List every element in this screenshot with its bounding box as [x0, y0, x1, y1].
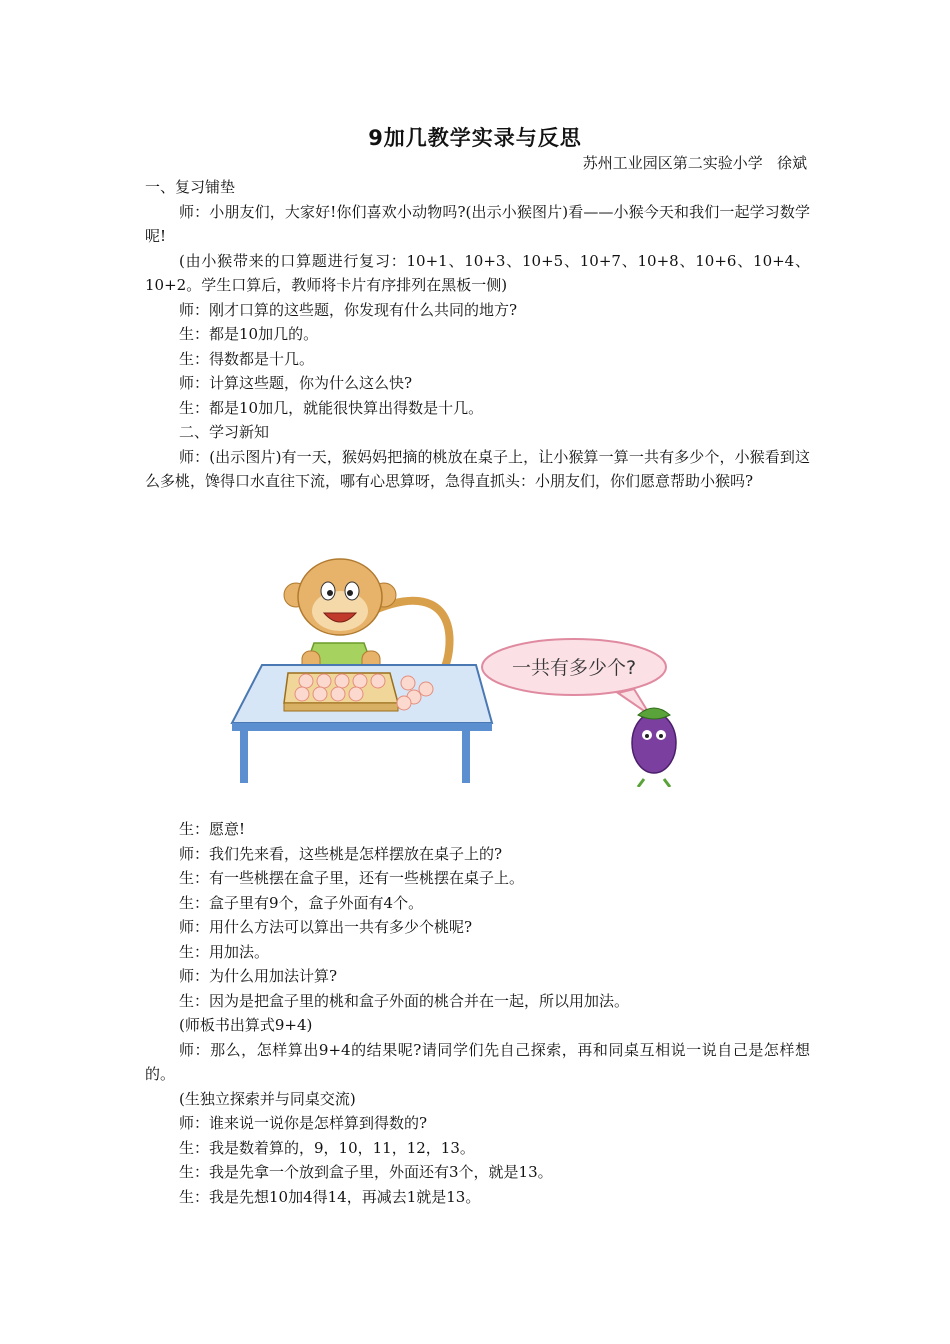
section-one-text: [145, 175, 810, 494]
paragraph: 生：都是10加几，就能很快算出得数是十几。: [179, 398, 484, 417]
eggplant-left-pupil: [645, 734, 649, 738]
paragraph: 生：我是数着算的，9，10，11，12，13。: [179, 1138, 475, 1157]
monkey-right-pupil: [347, 590, 353, 596]
section-two-text: [145, 817, 810, 1209]
paragraph: 生：盒子里有9个，盒子外面有4个。: [179, 893, 424, 912]
paragraph: (生独立探索并与同桌交流): [179, 1089, 356, 1108]
paragraph: (师板书出算式9+4): [179, 1016, 313, 1034]
paragraph: 生：我是先想10加4得14，再减去1就是13。: [179, 1187, 481, 1206]
paragraph: 师：那么，怎样算出9+4的结果呢?请同学们先自己探索，再和同桌互相说一说自己是怎样想的。: [145, 1040, 810, 1083]
table-leg-right: [462, 731, 470, 783]
paragraph: 生：有一些桃摆在盒子里，还有一些桃摆在桌子上。: [179, 869, 525, 887]
paragraph: 一、复习铺垫: [145, 178, 236, 196]
paragraph: 生：得数都是十几。: [179, 349, 315, 368]
table-edge: [232, 723, 492, 731]
document-title: 9加几教学实录与反思: [368, 126, 582, 150]
paragraph: 师：用什么方法可以算出一共有多少个桃呢?: [179, 918, 473, 936]
monkey-face: [312, 591, 368, 631]
paragraph: 师：为什么用加法计算?: [179, 967, 338, 985]
paragraph: 二、学习新知: [179, 423, 270, 441]
peach-box-front: [284, 703, 398, 711]
paragraph: 师：刚才口算的这些题，你发现有什么共同的地方?: [179, 300, 518, 319]
table-leg-left: [240, 731, 248, 783]
illustration-svg: [214, 555, 738, 787]
paragraph: (由小猴带来的口算题进行复习：10+1、10+3、10+5、10+7、10+8、10+6、10+4、10+2。学生口算后，教师将卡片有序排列在黑板一侧): [145, 251, 810, 294]
paragraph: 生：因为是把盒子里的桃和盒子外面的桃合并在一起，所以用加法。: [179, 991, 630, 1010]
paragraph: 生：用加法。: [179, 942, 270, 961]
illustration-monkey-peaches: [214, 555, 738, 787]
paragraph: 师：(出示图片)有一天，猴妈妈把摘的桃放在桌子上，让小猴算一算一共有多少个，小猴看到这么多桃，馋得口水直往下流，哪有心思算呀，急得直抓头：小朋友们，你们愿意帮助小猴吗?: [145, 447, 810, 490]
paragraph: 生：我是先拿一个放到盒子里，外面还有3个，就是13。: [179, 1163, 553, 1181]
eggplant-legs: [638, 779, 670, 787]
monkey-left-pupil: [327, 590, 333, 596]
paragraph: 师：我们先来看，这些桃是怎样摆放在桌子上的?: [179, 844, 503, 863]
eggplant-body: [632, 713, 676, 773]
paragraph: 生：愿意!: [179, 820, 246, 838]
author-line: 苏州工业园区第二实验小学 徐斌: [582, 154, 807, 172]
paragraph: 师：计算这些题，你为什么这么快?: [179, 374, 413, 392]
paragraph: 生：都是10加几的。: [179, 325, 319, 343]
paragraph: 师：小朋友们，大家好!你们喜欢小动物吗?(出示小猴图片)看——小猴今天和我们一起学习数学呢!: [145, 202, 810, 245]
speech-bubble-text: 一共有多少个?: [511, 657, 637, 679]
eggplant-right-pupil: [659, 734, 663, 738]
paragraph: 师：谁来说一说你是怎样算到得数的?: [179, 1114, 428, 1132]
